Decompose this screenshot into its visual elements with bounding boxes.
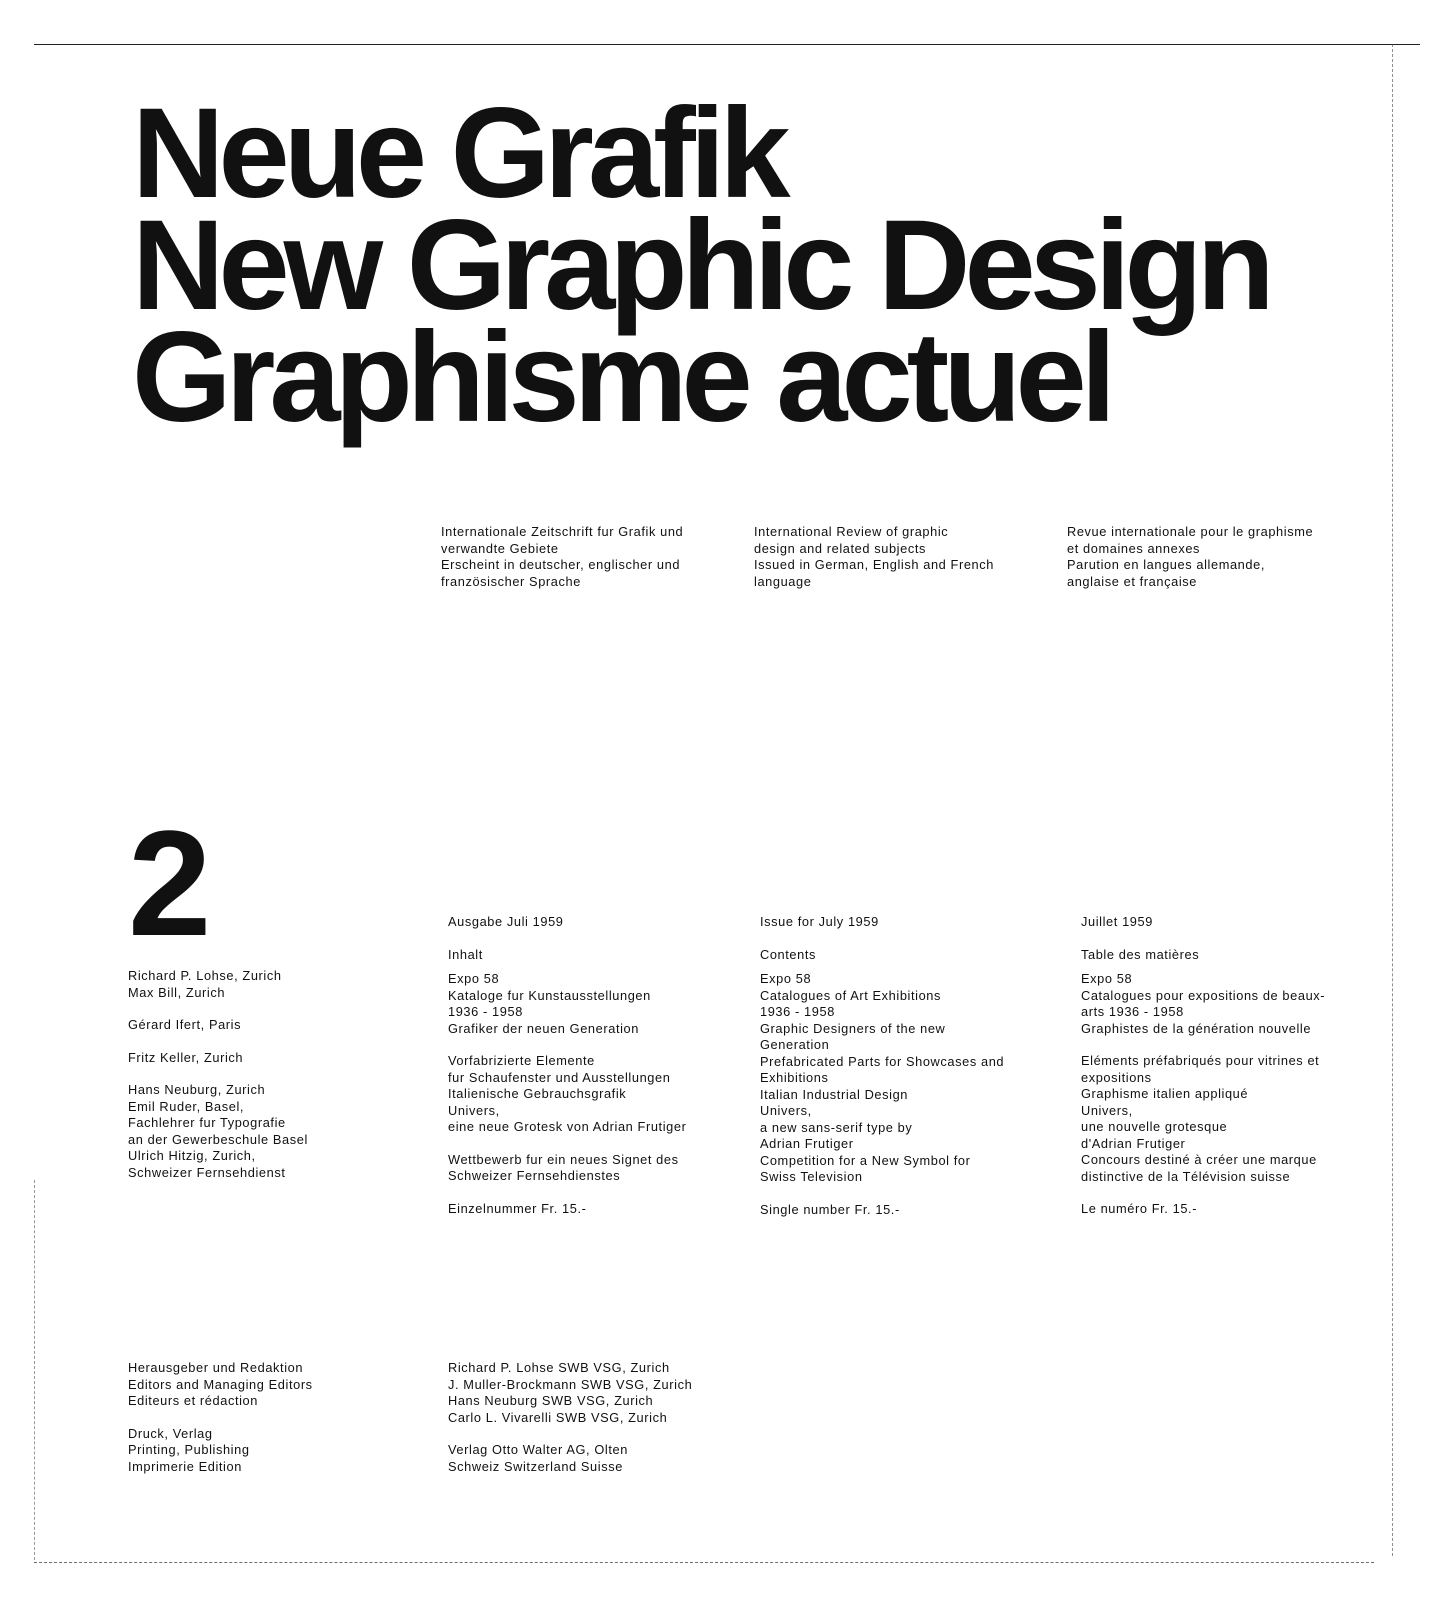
contents-line: Eléments préfabriqués pour vitrines et — [1081, 1053, 1320, 1068]
contributor-line: Ulrich Hitzig, Zurich, — [128, 1148, 256, 1163]
imprint-label: Printing, Publishing — [128, 1442, 250, 1457]
contents-line: Univers, — [760, 1103, 812, 1118]
imprint-value: Richard P. Lohse SWB VSG, Zurich — [448, 1360, 670, 1375]
contents-line: Expo 58 — [760, 971, 812, 986]
contents-heading: Contents — [760, 946, 817, 962]
frame-bottom-rule — [34, 1562, 1374, 1563]
imprint-value: Verlag Otto Walter AG, Olten — [448, 1442, 628, 1457]
subtitle-french — [1067, 524, 1313, 590]
contents-english — [760, 914, 1004, 1218]
contents-line: Exhibitions — [760, 1070, 829, 1085]
subtitle-line: anglaise et française — [1067, 573, 1197, 589]
contents-heading: Inhalt — [448, 946, 483, 962]
imprint-value: Schweiz Switzerland Suisse — [448, 1458, 623, 1474]
contents-line: a new sans-serif type by — [760, 1119, 913, 1135]
contents-line: Catalogues of Art Exhibitions — [760, 987, 942, 1003]
issue-number: 2 — [128, 799, 208, 967]
contributor-line: Gérard Ifert, Paris — [128, 1017, 242, 1032]
contributor-line: an der Gewerbeschule Basel — [128, 1131, 308, 1147]
imprint-value: J. Muller-Brockmann SWB VSG, Zurich — [448, 1376, 693, 1392]
subtitle-line: Revue internationale pour le graphisme — [1067, 524, 1314, 539]
issue-date: Issue for July 1959 — [760, 914, 879, 929]
contributor-line: Emil Ruder, Basel, — [128, 1098, 245, 1114]
masthead-title — [132, 82, 1269, 449]
subtitle-line: Issued in German, English and French — [754, 557, 994, 572]
subtitle-line: International Review of graphic — [754, 524, 949, 539]
contents-line: Graphisme italien appliqué — [1081, 1086, 1249, 1101]
contents-line: Vorfabrizierte Elemente — [448, 1053, 595, 1068]
contributor-line: Max Bill, Zurich — [128, 984, 226, 1000]
subtitle-line: verwandte Gebiete — [441, 540, 559, 556]
subtitle-english — [754, 524, 994, 590]
price: Le numéro Fr. 15.- — [1081, 1201, 1198, 1216]
title-german: Neue Grafik — [132, 82, 785, 225]
contents-line: Competition for a New Symbol for — [760, 1152, 971, 1168]
contents-line: Grafiker der neuen Generation — [448, 1020, 639, 1036]
contents-line: expositions — [1081, 1069, 1152, 1085]
contents-line: Swiss Television — [760, 1169, 863, 1184]
subtitle-line: et domaines annexes — [1067, 540, 1201, 556]
contents-line: Adrian Frutiger — [760, 1136, 854, 1151]
subtitle-line: language — [754, 573, 812, 589]
contributor-line: Richard P. Lohse, Zurich — [128, 968, 282, 983]
imprint-value: Hans Neuburg SWB VSG, Zurich — [448, 1393, 654, 1408]
contents-line: Univers, — [1081, 1102, 1133, 1118]
contributor-line: Fritz Keller, Zurich — [128, 1049, 244, 1065]
imprint-label: Editeurs et rédaction — [128, 1393, 258, 1408]
contents-heading: Table des matières — [1081, 946, 1200, 962]
subtitle-line: Erscheint in deutscher, englischer und — [441, 557, 681, 572]
imprint-label: Editors and Managing Editors — [128, 1376, 313, 1392]
issue-date: Juillet 1959 — [1081, 914, 1153, 929]
subtitle-line: Internationale Zeitschrift fur Grafik und — [441, 524, 684, 539]
subtitle-line: französischer Sprache — [441, 573, 581, 589]
frame-top-rule — [34, 44, 1420, 45]
frame-right-rule — [1392, 44, 1393, 1556]
contents-line: Kataloge fur Kunstausstellungen — [448, 987, 651, 1003]
contents-line: Univers, — [448, 1102, 500, 1118]
contents-line: Catalogues pour expositions de beaux- — [1081, 987, 1326, 1003]
contents-line: fur Schaufenster und Ausstellungen — [448, 1069, 671, 1085]
contents-line: Generation — [760, 1037, 830, 1052]
contents-french — [1081, 914, 1325, 1218]
imprint-label: Druck, Verlag — [128, 1425, 213, 1441]
issue-date: Ausgabe Juli 1959 — [448, 914, 564, 929]
imprint-label: Herausgeber und Redaktion — [128, 1360, 304, 1375]
contents-line: 1936 - 1958 — [448, 1004, 523, 1019]
price: Single number Fr. 15.- — [760, 1201, 900, 1217]
contents-line: une nouvelle grotesque — [1081, 1119, 1228, 1134]
contents-line: eine neue Grotesk von Adrian Frutiger — [448, 1119, 687, 1134]
contents-line: arts 1936 - 1958 — [1081, 1004, 1184, 1019]
contributor-line: Schweizer Fernsehdienst — [128, 1164, 286, 1180]
title-english: New Graphic Design — [132, 194, 1269, 337]
contents-line: Graphistes de la génération nouvelle — [1081, 1020, 1312, 1036]
contents-line: Wettbewerb fur ein neues Signet des — [448, 1151, 679, 1167]
contents-line: Concours destiné à créer une marque — [1081, 1152, 1317, 1167]
price: Einzelnummer Fr. 15.- — [448, 1200, 587, 1216]
contents-line: d'Adrian Frutiger — [1081, 1135, 1186, 1151]
title-french: Graphisme actuel — [132, 306, 1111, 449]
contents-line: Italian Industrial Design — [760, 1086, 909, 1102]
subtitle-line: design and related subjects — [754, 540, 926, 556]
imprint-label: Imprimerie Edition — [128, 1458, 242, 1474]
contributor-line: Hans Neuburg, Zurich — [128, 1082, 266, 1097]
subtitle-line: Parution en langues allemande, — [1067, 557, 1265, 572]
contents-line: 1936 - 1958 — [760, 1004, 835, 1019]
subtitle-german — [441, 524, 683, 590]
contributor-line: Fachlehrer fur Typografie — [128, 1115, 286, 1130]
contents-line: Prefabricated Parts for Showcases and — [760, 1053, 1005, 1069]
contents-line: distinctive de la Télévision suisse — [1081, 1168, 1291, 1184]
contents-german — [448, 914, 686, 1217]
contents-line: Expo 58 — [1081, 971, 1133, 986]
contents-line: Graphic Designers of the new — [760, 1020, 946, 1036]
imprint-value: Carlo L. Vivarelli SWB VSG, Zurich — [448, 1409, 668, 1425]
contents-line: Italienische Gebrauchsgrafik — [448, 1086, 627, 1101]
frame-left-rule — [34, 1180, 35, 1560]
imprint-labels — [128, 1360, 313, 1475]
contents-line: Expo 58 — [448, 971, 500, 986]
imprint-values — [448, 1360, 692, 1475]
contents-line: Schweizer Fernsehdienstes — [448, 1168, 621, 1183]
contributors — [128, 968, 308, 1181]
